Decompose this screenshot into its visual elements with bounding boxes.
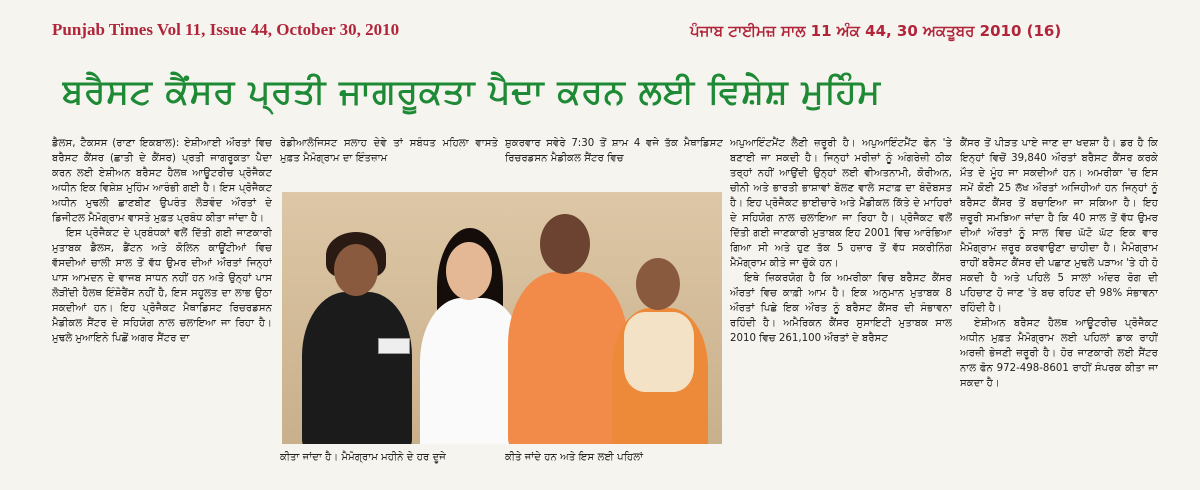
masthead-right: ਪੰਜਾਬ ਟਾਈਮਜ਼ ਸਾਲ 11 ਅੰਕ 44, 30 ਅਕਤੂਬਰ 2010 (16) xyxy=(690,22,1062,40)
paragraph: ਕੀਤੇ ਜਾਂਦੇ ਹਨ ਅਤੇ ਇਸ ਲਈ ਪਹਿਲਾਂ xyxy=(505,452,644,463)
article-column-5 xyxy=(960,136,1158,476)
article-column-3-bottom xyxy=(505,450,723,476)
paragraph: ਏਸ਼ੀਅਨ ਬਰੈਸਟ ਹੈਲਥ ਆਊਟਰੀਚ ਪ੍ਰੋਜੈਕਟ ਅਧੀਨ ਮੁਫ਼ਤ ਮੈਮੋਗ੍ਰਾਮ ਲਈ ਪਹਿਲਾਂ ਡਾਕ ਰਾਹੀਂ ਅਰਜ਼ੀ ਭੇਜਣੀ ਜ਼ਰੂਰੀ ਹੈ। ਹੋਰ ਜਾਣਕਾਰੀ ਲਈ ਸੈਂਟਰ ਨਾਲ ਫੋਨ 972-498-8601 ਰਾਹੀਂ ਸੰਪਰਕ ਕੀਤਾ ਜਾ ਸਕਦਾ ਹੈ। xyxy=(960,318,1158,389)
group-photo xyxy=(282,192,722,444)
article-column-3-top xyxy=(505,136,723,184)
paragraph: ਕੀਤਾ ਜਾਂਦਾ ਹੈ। ਮੈਮੋਗ੍ਰਾਮ ਮਹੀਨੇ ਦੇ ਹਰ ਦੂਜੇ xyxy=(280,452,446,463)
paragraph: ਰੇਡੀਆਲੋਜਿਸਟ ਸਲਾਹ ਦੇਵੇ ਤਾਂ ਸਬੰਧਤ ਮਹਿਲਾ ਵਾਸਤੇ ਮੁਫ਼ਤ ਮੈਮੋਗ੍ਰਾਮ ਦਾ ਇੰਤਜ਼ਾਮ xyxy=(280,138,498,164)
paragraph: ਇਸ ਪ੍ਰੋਜੈਕਟ ਦੇ ਪ੍ਰਬੰਧਕਾਂ ਵਲੋਂ ਦਿੱਤੀ ਗਈ ਜਾਣਕਾਰੀ ਮੁਤਾਬਕ ਡੈਲਸ, ਡੈਂਟਨ ਅਤੇ ਕੋਲਿਨ ਕਾਊਂਟੀਆਂ ਵਿਚ ਵੱਸਦੀਆਂ ਚਾਲੀ ਸਾਲ ਤੋਂ ਵੱਧ ਉਮਰ ਦੀਆਂ ਔਰਤਾਂ ਜਿਨ੍ਹਾਂ ਪਾਸ ਆਮਦਨ ਦੇ ਵਾਜਬ ਸਾਧਨ ਨਹੀਂ ਹਨ ਅਤੇ ਉਨ੍ਹਾਂ ਪਾਸ ਲੋੜੀਂਦੀ ਹੈਲਥ ਇੰਸ਼ੋਰੈਂਸ ਨਹੀਂ ਹੈ, ਇਸ ਸਹੂਲਤ ਦਾ ਲਾਭ ਉਠਾ ਸਕਦੀਆਂ ਹਨ। ਇਹ ਪ੍ਰੋਜੈਕਟ ਮੈਥਾਡਿਸਟ ਰਿਚਰਡਸਨ ਮੈਡੀਕਲ ਸੈਂਟਰ ਦੇ ਸਹਿਯੋਗ ਨਾਲ ਚਲਾਇਆ ਜਾ ਰਿਹਾ ਹੈ। ਮੁਢਲੇ ਮੁਆਇਨੇ ਪਿਛੋਂ ਅਗਰ ਸੈਂਟਰ ਦਾ xyxy=(52,228,272,344)
paragraph: ਕੈਂਸਰ ਤੋਂ ਪੀੜਤ ਪਾਏ ਜਾਣ ਦਾ ਖਦਸ਼ਾ ਹੈ। ਡਰ ਹੈ ਕਿ ਇਨ੍ਹਾਂ ਵਿਚੋਂ 39,840 ਔਰਤਾਂ ਬਰੈਸਟ ਕੈਂਸਰ ਕਰਕੇ ਮੌਤ ਦੇ ਮੂੰਹ ਜਾ ਸਕਦੀਆਂ ਹਨ। ਅਮਰੀਕਾ 'ਚ ਇਸ ਸਮੇਂ ਕੋਈ 25 ਲੱਖ ਔਰਤਾਂ ਅਜਿਹੀਆਂ ਹਨ ਜਿਨ੍ਹਾਂ ਨੂੰ ਬਰੈਸਟ ਕੈਂਸਰ ਤੋਂ ਬਚਾਇਆ ਜਾ ਸਕਿਆ ਹੈ। ਇਹ ਜ਼ਰੂਰੀ ਸਮਝਿਆ ਜਾਂਦਾ ਹੈ ਕਿ 40 ਸਾਲ ਤੋਂ ਵੱਧ ਉਮਰ ਦੀਆਂ ਔਰਤਾਂ ਨੂੰ ਸਾਲ ਵਿਚ ਘੱਟੋ ਘੱਟ ਇਕ ਵਾਰ ਮੈਮੋਗ੍ਰਾਮ ਜ਼ਰੂਰ ਕਰਵਾਉਣਾ ਚਾਹੀਦਾ ਹੈ। ਮੈਮੋਗ੍ਰਾਮ ਰਾਹੀਂ ਬਰੈਸਟ ਕੈਂਸਰ ਦੀ ਪਛਾਣ ਮੁਢਲੇ ਪੜਾਅ 'ਤੇ ਹੀ ਹੋ ਸਕਦੀ ਹੈ ਅਤੇ ਪਹਿਲੇ 5 ਸਾਲਾਂ ਅੰਦਰ ਰੋਗ ਦੀ ਪਹਿਚਾਣ ਹੋ ਜਾਣ 'ਤੇ ਬਚ ਰਹਿਣ ਦੀ 98% ਸੰਭਾਵਨਾ ਰਹਿੰਦੀ ਹੈ। xyxy=(960,138,1158,314)
paragraph: ਅਪੁਆਇੰਟਮੈਂਟ ਲੈਣੀ ਜ਼ਰੂਰੀ ਹੈ। ਅਪੁਆਇੰਟਮੈਂਟ ਫੋਨ 'ਤੇ ਬਣਾਈ ਜਾ ਸਕਦੀ ਹੈ। ਜਿਨ੍ਹਾਂ ਮਰੀਜ਼ਾਂ ਨੂੰ ਅੰਗਰੇਜ਼ੀ ਠੀਕ ਤਰ੍ਹਾਂ ਨਹੀਂ ਆਉਂਦੀ ਉਨ੍ਹਾਂ ਲਈ ਵੀਅਤਨਾਮੀ, ਕੋਰੀਅਨ, ਚੀਨੀ ਅਤੇ ਭਾਰਤੀ ਭਾਸ਼ਾਵਾਂ ਬੋਲਣ ਵਾਲੇ ਸਟਾਫ਼ ਦਾ ਬੰਦੋਬਸਤ ਹੈ। ਇਹ ਪ੍ਰੋਜੈਕਟ ਭਾਈਚਾਰੇ ਅਤੇ ਮੈਡੀਕਲ ਕਿੱਤੇ ਦੇ ਮਾਹਿਰਾਂ ਦੇ ਸਹਿਯੋਗ ਨਾਲ ਚਲਾਇਆ ਜਾ ਰਿਹਾ ਹੈ। ਪ੍ਰੋਜੈਕਟ ਵਲੋਂ ਦਿੱਤੀ ਗਈ ਜਾਣਕਾਰੀ ਮੁਤਾਬਕ ਇਹ 2001 ਵਿਚ ਆਰੰਭਿਆ ਗਿਆ ਸੀ ਅਤੇ ਹੁਣ ਤੱਕ 5 ਹਜ਼ਾਰ ਤੋਂ ਵੱਧ ਸਕਰੀਨਿੰਗ ਮੈਮੋਗ੍ਰਾਮ ਕੀਤੇ ਜਾ ਚੁੱਕੇ ਹਨ। xyxy=(730,138,952,269)
paragraph: ਡੈਲਸ, ਟੈਕਸਸ (ਰਾਣਾ ਇਕਬਾਲ): ਏਸ਼ੀਆਈ ਔਰਤਾਂ ਵਿਚ ਬਰੈਸਟ ਕੈਂਸਰ (ਛਾਤੀ ਦੇ ਕੈਂਸਰ) ਪ੍ਰਤੀ ਜਾਗਰੂਕਤਾ ਪੈਦਾ ਕਰਨ ਲਈ ਏਸ਼ੀਅਨ ਬਰੈਸਟ ਹੈਲਥ ਆਊਟਰੀਚ ਪ੍ਰੋਜੈਕਟ ਅਧੀਨ ਇਕ ਵਿਸ਼ੇਸ਼ ਮੁਹਿੰਮ ਆਰੰਭੀ ਗਈ ਹੈ। ਇਸ ਪ੍ਰੋਜੈਕਟ ਅਧੀਨ ਮੁਢਲੀ ਛਾਣਬੀਣ ਉਪਰੰਤ ਲੋੜਵੰਦ ਔਰਤਾਂ ਦੇ ਡਿਜੀਟਲ ਮੈਮੋਗ੍ਰਾਮ ਵਾਸਤੇ ਮੁਫ਼ਤ ਪ੍ਰਬੰਧ ਕੀਤਾ ਜਾਂਦਾ ਹੈ। xyxy=(52,138,272,224)
paragraph: ਸ਼ੁਕਰਵਾਰ ਸਵੇਰੇ 7:30 ਤੋਂ ਸ਼ਾਮ 4 ਵਜੇ ਤੱਕ ਮੈਥਾਡਿਸਟ ਰਿਚਰਡਸਨ ਮੈਡੀਕਲ ਸੈਂਟਰ ਵਿਚ xyxy=(505,138,723,164)
article-column-2-top xyxy=(280,136,498,184)
article-column-2-bottom xyxy=(280,450,498,476)
article-column-4 xyxy=(730,136,952,476)
article-column-1 xyxy=(52,136,272,476)
headline: ਬਰੈਸਟ ਕੈਂਸਰ ਪ੍ਰਤੀ ਜਾਗਰੂਕਤਾ ਪੈਦਾ ਕਰਨ ਲਈ ਵਿਸ਼ੇਸ਼ ਮੁਹਿੰਮ xyxy=(62,72,881,112)
name-badge xyxy=(378,338,410,354)
masthead-left: Punjab Times Vol 11, Issue 44, October 30, 2010 xyxy=(52,20,400,39)
paragraph: ਇਥੇ ਜ਼ਿਕਰਯੋਗ ਹੈ ਕਿ ਅਮਰੀਕਾ ਵਿਚ ਬਰੈਸਟ ਕੈਂਸਰ ਔਰਤਾਂ ਵਿਚ ਕਾਫ਼ੀ ਆਮ ਹੈ। ਇਕ ਅਨੁਮਾਨ ਮੁਤਾਬਕ 8 ਔਰਤਾਂ ਪਿਛੇ ਇਕ ਔਰਤ ਨੂੰ ਬਰੈਸਟ ਕੈਂਸਰ ਦੀ ਸੰਭਾਵਨਾ ਰਹਿੰਦੀ ਹੈ। ਅਮੈਰਿਕਨ ਕੈਂਸਰ ਸੁਸਾਇਟੀ ਮੁਤਾਬਕ ਸਾਲ 2010 ਵਿਚ 261,100 ਔਰਤਾਂ ਦੇ ਬਰੈਸਟ xyxy=(730,273,952,344)
